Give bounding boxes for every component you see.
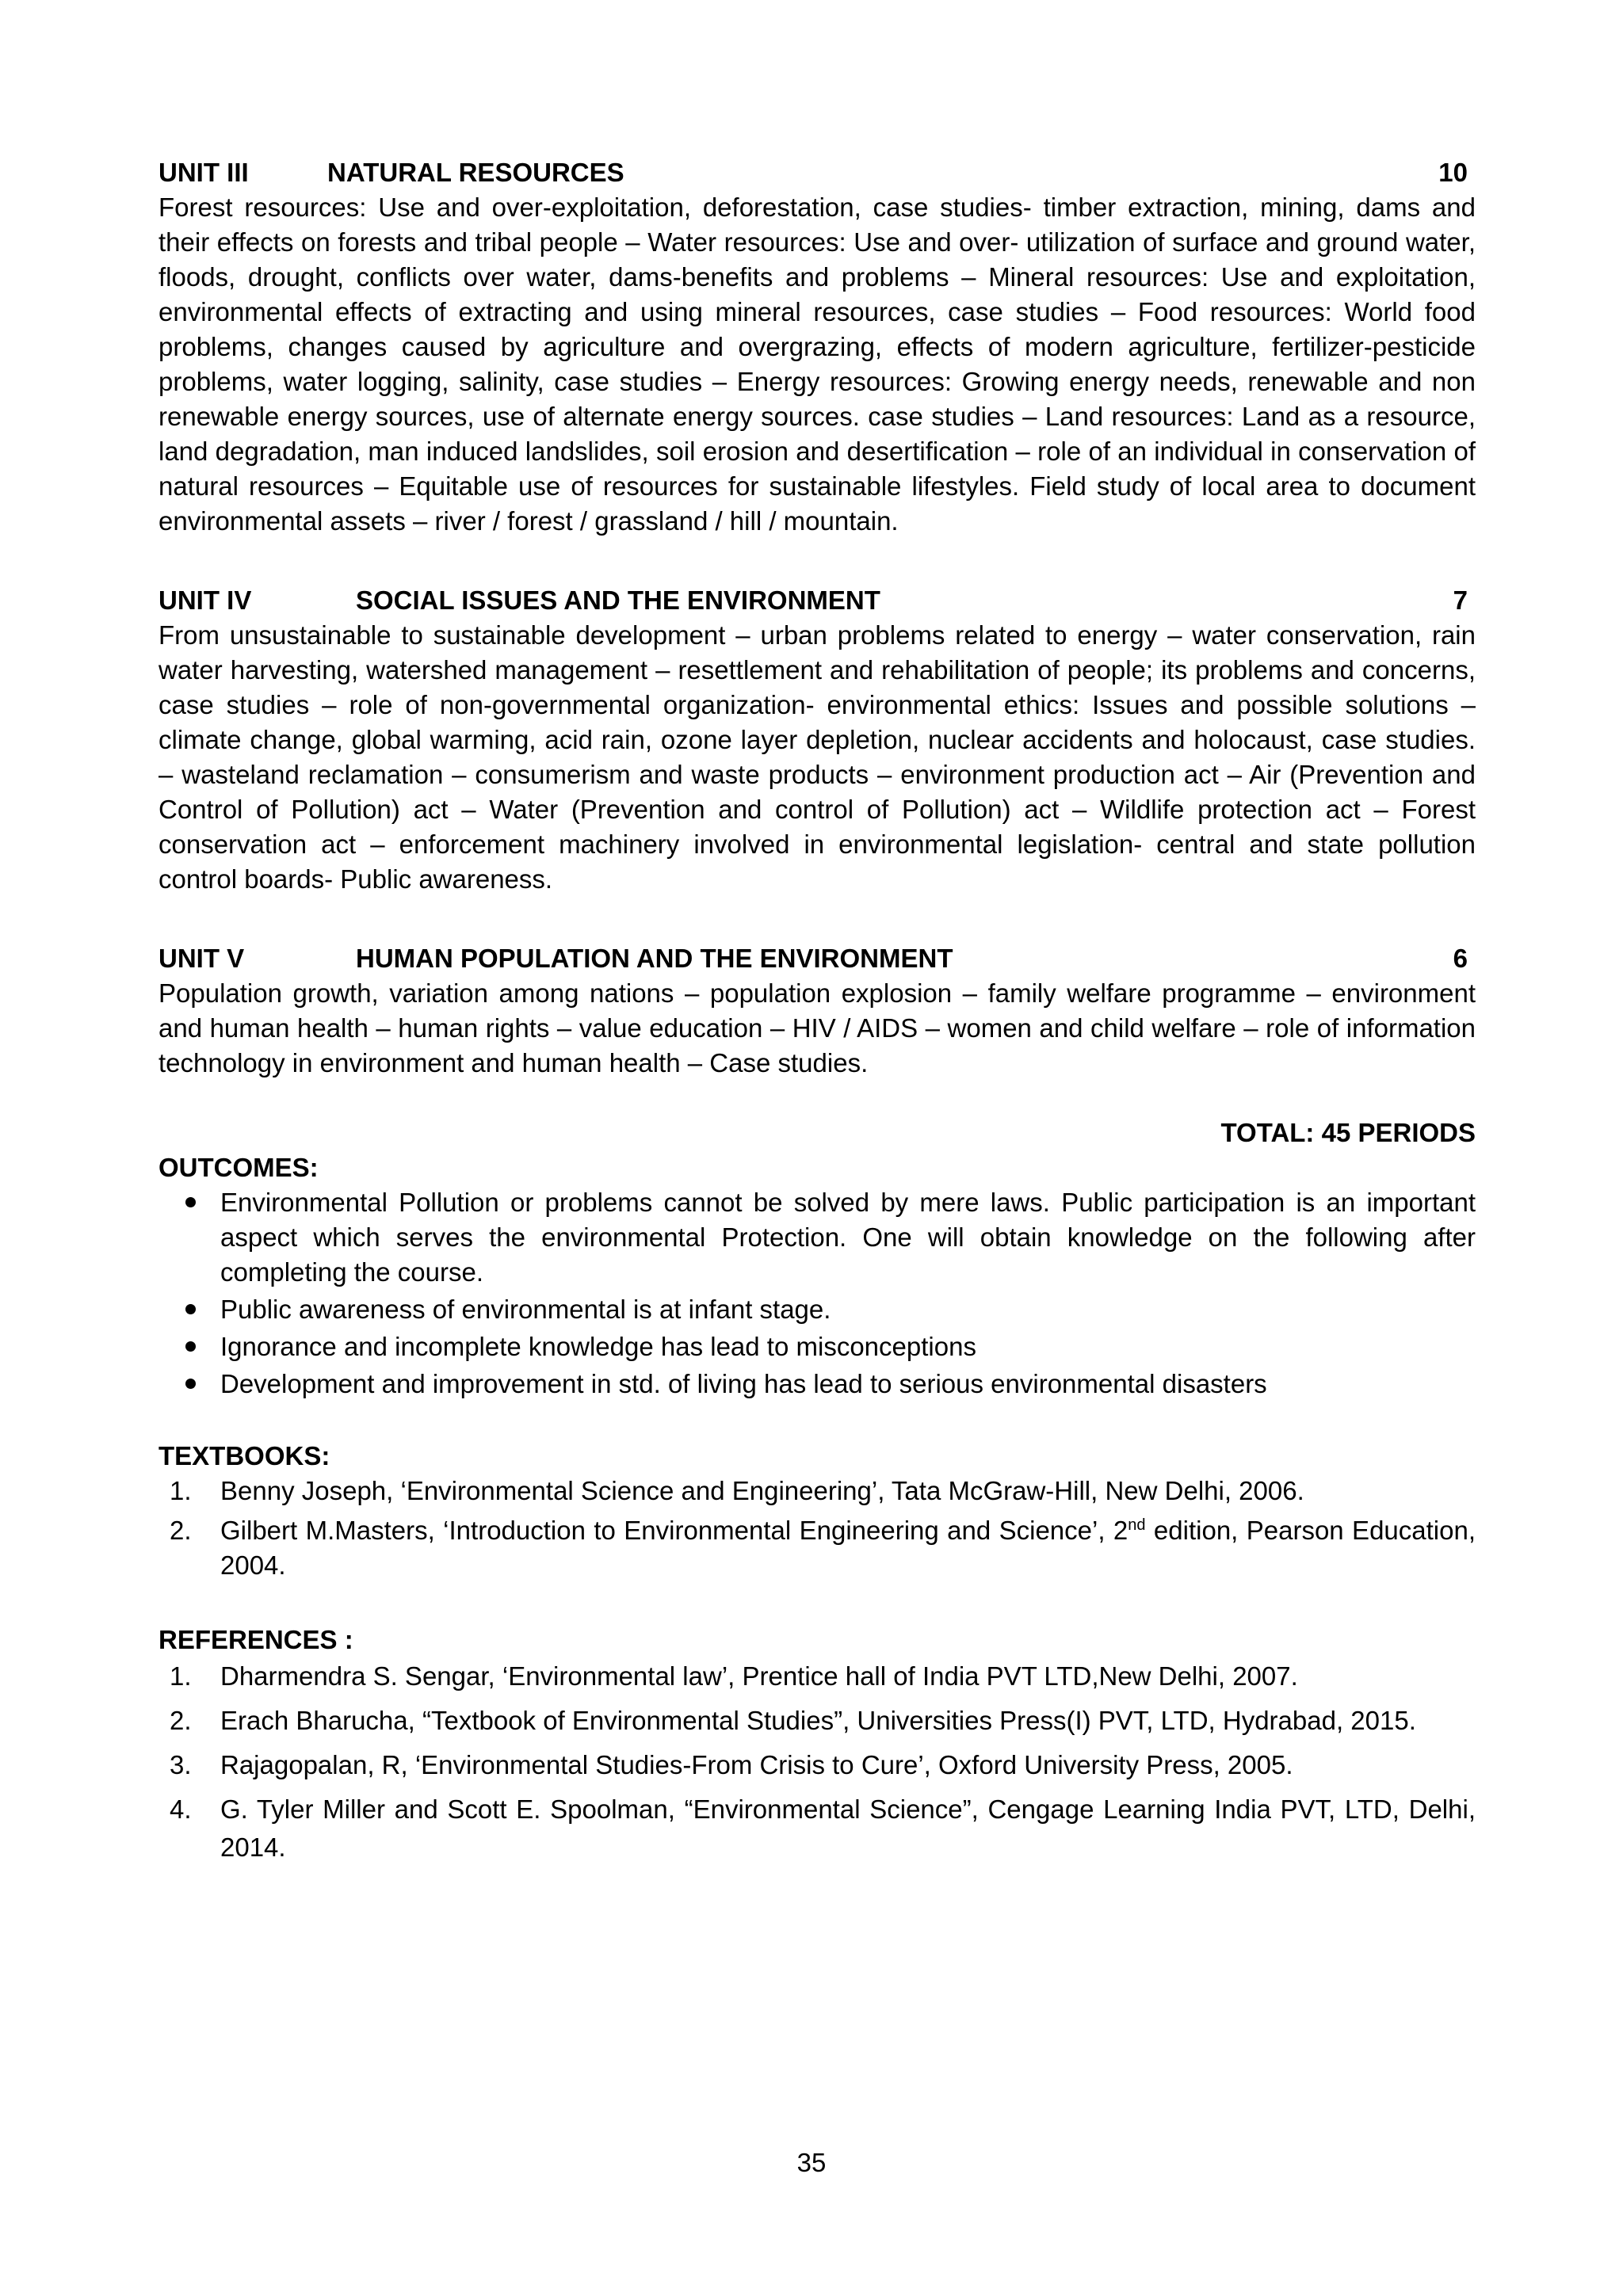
superscript: nd (1128, 1516, 1146, 1534)
list-item (158, 1329, 1476, 1364)
textbooks-heading: TEXTBOOKS: (158, 1441, 330, 1470)
unit-3-body: Forest resources: Use and over-exploitation, deforestation, case studies- timber extraction, mining, dams and their effects on forests and tribal people – Water resources: Use and over- utilization of surface and ground water, floods, drought, conflicts over water, dams-benefits and problems – Mineral resources: Use and exploitation, environmental effects of extracting and using mineral resources, case studies – Food resources: World food problems, changes caused by agriculture and overgrazing, effects of modern agriculture, fertilizer-pesticide problems, water logging, salinity, case studies – Energy resources: Growing energy needs, renewable and non renewable energy sources, use of alternate energy sources. case studies – Land resources: Land as a resource, land degradation, man induced landslides, soil erosion and desertification – role of an individual in conservation of natural resources – Equitable use of resources for sustainable lifestyles. Field study of local area to document environmental assets – river / forest / grassland / hill / mountain. (158, 193, 1476, 536)
unit-5-title: HUMAN POPULATION AND THE ENVIRONMENT (356, 944, 953, 973)
list-item (158, 1513, 1476, 1583)
bullet-icon (185, 1304, 196, 1314)
total-periods: TOTAL: 45 PERIODS (1220, 1118, 1476, 1147)
list-number: 1. (170, 1661, 192, 1691)
outcomes-heading: OUTCOMES: (158, 1153, 319, 1182)
unit-4-title: SOCIAL ISSUES AND THE ENVIRONMENT (356, 585, 880, 615)
page-number: 35 (796, 2148, 827, 2177)
unit-3-number: UNIT III (158, 158, 249, 187)
list-number: 3. (170, 1750, 192, 1779)
list-item (158, 1657, 1476, 1695)
textbook-text: Benny Joseph, ‘Environmental Science and Engineering’, Tata McGraw-Hill, New Delhi, 2006. (220, 1476, 1304, 1505)
list-item (158, 1292, 1476, 1327)
textbook-text: Gilbert M.Masters, ‘Introduction to Environmental Engineering and Science’, 2 (220, 1516, 1128, 1545)
list-item (158, 1474, 1476, 1508)
list-item (158, 1367, 1476, 1402)
references-list (158, 1657, 1476, 1867)
reference-text: Rajagopalan, R, ‘Environmental Studies-From Crisis to Cure’, Oxford University Press, 2005. (220, 1750, 1293, 1779)
bullet-icon (185, 1379, 196, 1389)
reference-text: G. Tyler Miller and Scott E. Spoolman, “Environmental Science”, Cengage Learning India PVT, LTD, Delhi, 2014. (220, 1794, 1476, 1862)
unit-5-hours: 6 (1453, 944, 1468, 973)
unit-4-hours: 7 (1453, 585, 1468, 615)
list-item (158, 1185, 1476, 1290)
references-heading: REFERENCES : (158, 1625, 353, 1654)
document-page (158, 155, 1476, 1873)
textbook-text-cont: edition, Pearson Education, 2004. (220, 1516, 1476, 1580)
outcome-text: Ignorance and incomplete knowledge has lead to misconceptions (220, 1332, 976, 1361)
unit-5-number: UNIT V (158, 944, 245, 973)
list-number: 2. (170, 1516, 192, 1545)
outcomes-list (158, 1185, 1476, 1402)
unit-3-title: NATURAL RESOURCES (327, 158, 624, 187)
unit-4-heading (158, 583, 1476, 618)
list-number: 2. (170, 1706, 192, 1735)
list-number: 4. (170, 1794, 192, 1824)
list-item (158, 1791, 1476, 1867)
unit-4-body: From unsustainable to sustainable development – urban problems related to energy – water conservation, rain water harvesting, watershed management – resettlement and rehabilitation of people; its problems and concerns, case studies – role of non-governmental organization- environmental ethics: Issues and possible solutions – climate change, global warming, acid rain, ozone layer depletion, nuclear accidents and holocaust, case studies. – wasteland reclamation – consumerism and waste products – environment production act – Air (Prevention and Control of Pollution) act – Water (Prevention and control of Pollution) act – Wildlife protection act – Forest conservation act – enforcement machinery involved in environmental legislation- central and state pollution control boards- Public awareness. (158, 620, 1476, 894)
list-item (158, 1702, 1476, 1740)
unit-5-body: Population growth, variation among nations – population explosion – family welfare programme – environment and human health – human rights – value education – HIV / AIDS – women and child welfare – role of information technology in environment and human health – Case studies. (158, 978, 1476, 1077)
outcome-text: Development and improvement in std. of living has lead to serious environmental disasters (220, 1369, 1267, 1398)
textbooks-list (158, 1474, 1476, 1583)
outcome-text: Environmental Pollution or problems cannot be solved by mere laws. Public participation is an important aspect which serves the environmental Protection. One will obtain knowledge on the following after completing the course. (220, 1188, 1476, 1287)
reference-text: Erach Bharucha, “Textbook of Environmental Studies”, Universities Press(I) PVT, LTD, Hydrabad, 2015. (220, 1706, 1416, 1735)
unit-3-heading (158, 155, 1476, 190)
outcome-text: Public awareness of environmental is at infant stage. (220, 1295, 831, 1324)
bullet-icon (185, 1197, 196, 1207)
reference-text: Dharmendra S. Sengar, ‘Environmental law’, Prentice hall of India PVT LTD,New Delhi, 2007. (220, 1661, 1298, 1691)
unit-3-hours: 10 (1438, 158, 1468, 187)
unit-5-heading (158, 941, 1476, 976)
unit-4-number: UNIT IV (158, 585, 252, 615)
bullet-icon (185, 1341, 196, 1352)
list-item (158, 1746, 1476, 1784)
list-number: 1. (170, 1476, 192, 1505)
